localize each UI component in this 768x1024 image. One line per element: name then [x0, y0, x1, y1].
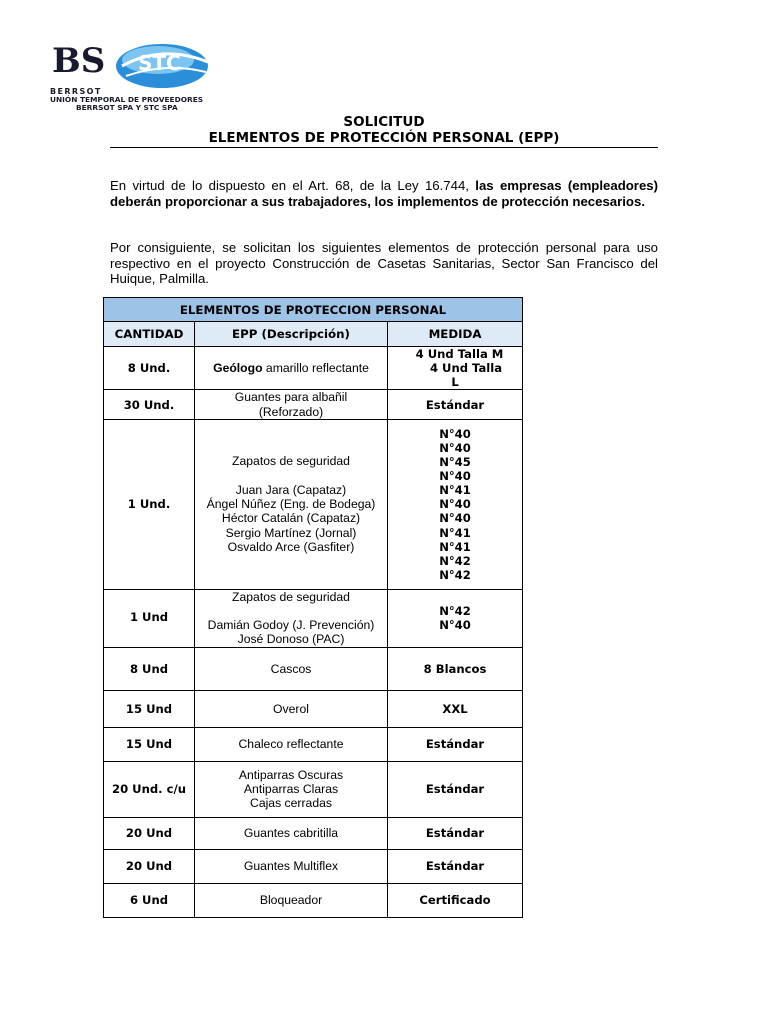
medida-line: 4 Und Talla M [415, 347, 504, 361]
medida-line: 4 Und Talla [429, 361, 503, 376]
title-divider [110, 147, 658, 148]
medida-cell [388, 589, 523, 647]
person-line: Juan Jara (Capataz) [235, 482, 347, 497]
size-line: N°40 [439, 469, 471, 484]
desc-line: Guantes para albañil [234, 390, 348, 405]
medida-cell: Certificado [388, 883, 523, 917]
table-row [104, 883, 523, 917]
table-row [104, 690, 523, 727]
qty-cell: 15 Und [104, 727, 195, 761]
qty-cell: 8 Und [104, 647, 195, 690]
size-line: N°42 [439, 553, 471, 568]
size-line: N°42 [439, 567, 471, 582]
header-descripcion: EPP (Descripción) [195, 322, 388, 347]
size-line: N°40 [439, 440, 471, 455]
table-row [104, 727, 523, 761]
desc-text: amarillo reflectante [262, 360, 369, 375]
intro-normal-text: En virtud de lo dispuesto en el Art. 68, de la Ley 16.744, [110, 178, 476, 193]
medida-cell: Estándar [388, 727, 523, 761]
person-line: José Donoso (PAC) [237, 632, 345, 647]
desc-cell [195, 589, 388, 647]
table-row [104, 347, 523, 390]
table-row [104, 761, 523, 817]
desc-cell: Guantes cabritilla [195, 817, 388, 849]
desc-line: Antiparras Claras [243, 782, 339, 797]
qty-cell: 8 Und. [104, 347, 195, 390]
table-row [104, 390, 523, 420]
medida-cell [388, 419, 523, 589]
table-row [104, 817, 523, 849]
svg-text:STC: STC [138, 51, 181, 75]
table-row [104, 849, 523, 883]
size-line: N°40 [439, 618, 471, 633]
size-line: N°42 [439, 604, 471, 619]
desc-line: Cajas cerradas [250, 796, 332, 811]
medida-cell: Estándar [388, 390, 523, 420]
desc-cell: Cascos [195, 647, 388, 690]
medida-cell: 8 Blancos [388, 647, 523, 690]
person-line: Damián Godoy (J. Prevención) [207, 618, 375, 633]
logo-caption-companies: BERRSOT SPA Y STC SPA [76, 103, 178, 112]
qty-cell: 6 Und [104, 883, 195, 917]
desc-cell [195, 347, 388, 390]
medida-cell: Estándar [388, 761, 523, 817]
qty-cell: 1 Und. [104, 419, 195, 589]
intro-paragraph [110, 178, 658, 209]
logo-caption [50, 88, 215, 112]
desc-cell: Guantes Multiflex [195, 849, 388, 883]
size-line: N°41 [439, 539, 471, 554]
size-line: N°40 [439, 511, 471, 526]
desc-cell [195, 761, 388, 817]
medida-cell: XXL [388, 690, 523, 727]
table-row [104, 419, 523, 589]
desc-line: (Reforzado) [258, 404, 324, 419]
medida-cell [388, 347, 523, 390]
qty-cell: 20 Und [104, 817, 195, 849]
medida-cell: Estándar [388, 849, 523, 883]
request-paragraph: Por consiguiente, se solicitan los siguientes elementos de protección personal para uso respectivo en el proyecto Construcción de Casetas Sanitarias, Sector San Francisco del Huique, Palmilla. [110, 240, 658, 287]
qty-cell: 20 Und. c/u [104, 761, 195, 817]
person-line: Ángel Núñez (Eng. de Bodega) [206, 497, 376, 512]
epp-table [103, 297, 523, 918]
size-line: N°45 [439, 455, 471, 470]
size-line: N°40 [439, 497, 471, 512]
desc-line: Antiparras Oscuras [238, 767, 344, 782]
document-title: SOLICITUD [343, 114, 425, 130]
document-subtitle: ELEMENTOS DE PROTECCIÓN PERSONAL (EPP) [208, 130, 560, 146]
logo-caption-union: UNIÓN TEMPORAL DE PROVEEDORES [50, 95, 204, 104]
table-row [104, 589, 523, 647]
header-cantidad: CANTIDAD [104, 322, 195, 347]
desc-cell: Overol [195, 690, 388, 727]
desc-cell [195, 390, 388, 420]
intro-bold-text: las empresas (empleadores) deberán proporcionar a sus trabajadores, los implementos de protección necesarios. [110, 178, 658, 209]
medida-cell: Estándar [388, 817, 523, 849]
table-title: ELEMENTOS DE PROTECCION PERSONAL [104, 298, 523, 322]
size-line: N°40 [439, 426, 471, 441]
logo-stc-emblem [116, 44, 208, 88]
logo-bs-mark: BS [52, 41, 106, 81]
size-line: N°41 [439, 483, 471, 498]
medida-line: L [451, 375, 459, 390]
desc-cell [195, 419, 388, 589]
person-line: Sergio Martínez (Jornal) [225, 525, 357, 540]
desc-heading: Zapatos de seguridad [232, 589, 350, 604]
person-line: Osvaldo Arce (Gasfiter) [227, 539, 355, 554]
desc-heading: Zapatos de seguridad [232, 454, 350, 469]
person-line: Héctor Catalán (Capataz) [221, 511, 361, 526]
qty-cell: 20 Und [104, 849, 195, 883]
logo-caption-brand: BERRSOT [50, 87, 102, 96]
size-line: N°41 [439, 525, 471, 540]
qty-cell: 1 Und [104, 589, 195, 647]
desc-bold-text: Geólogo [213, 360, 263, 375]
desc-cell: Chaleco reflectante [195, 727, 388, 761]
desc-cell: Bloqueador [195, 883, 388, 917]
table-row [104, 647, 523, 690]
qty-cell: 30 Und. [104, 390, 195, 420]
qty-cell: 15 Und [104, 690, 195, 727]
header-medida: MEDIDA [388, 322, 523, 347]
